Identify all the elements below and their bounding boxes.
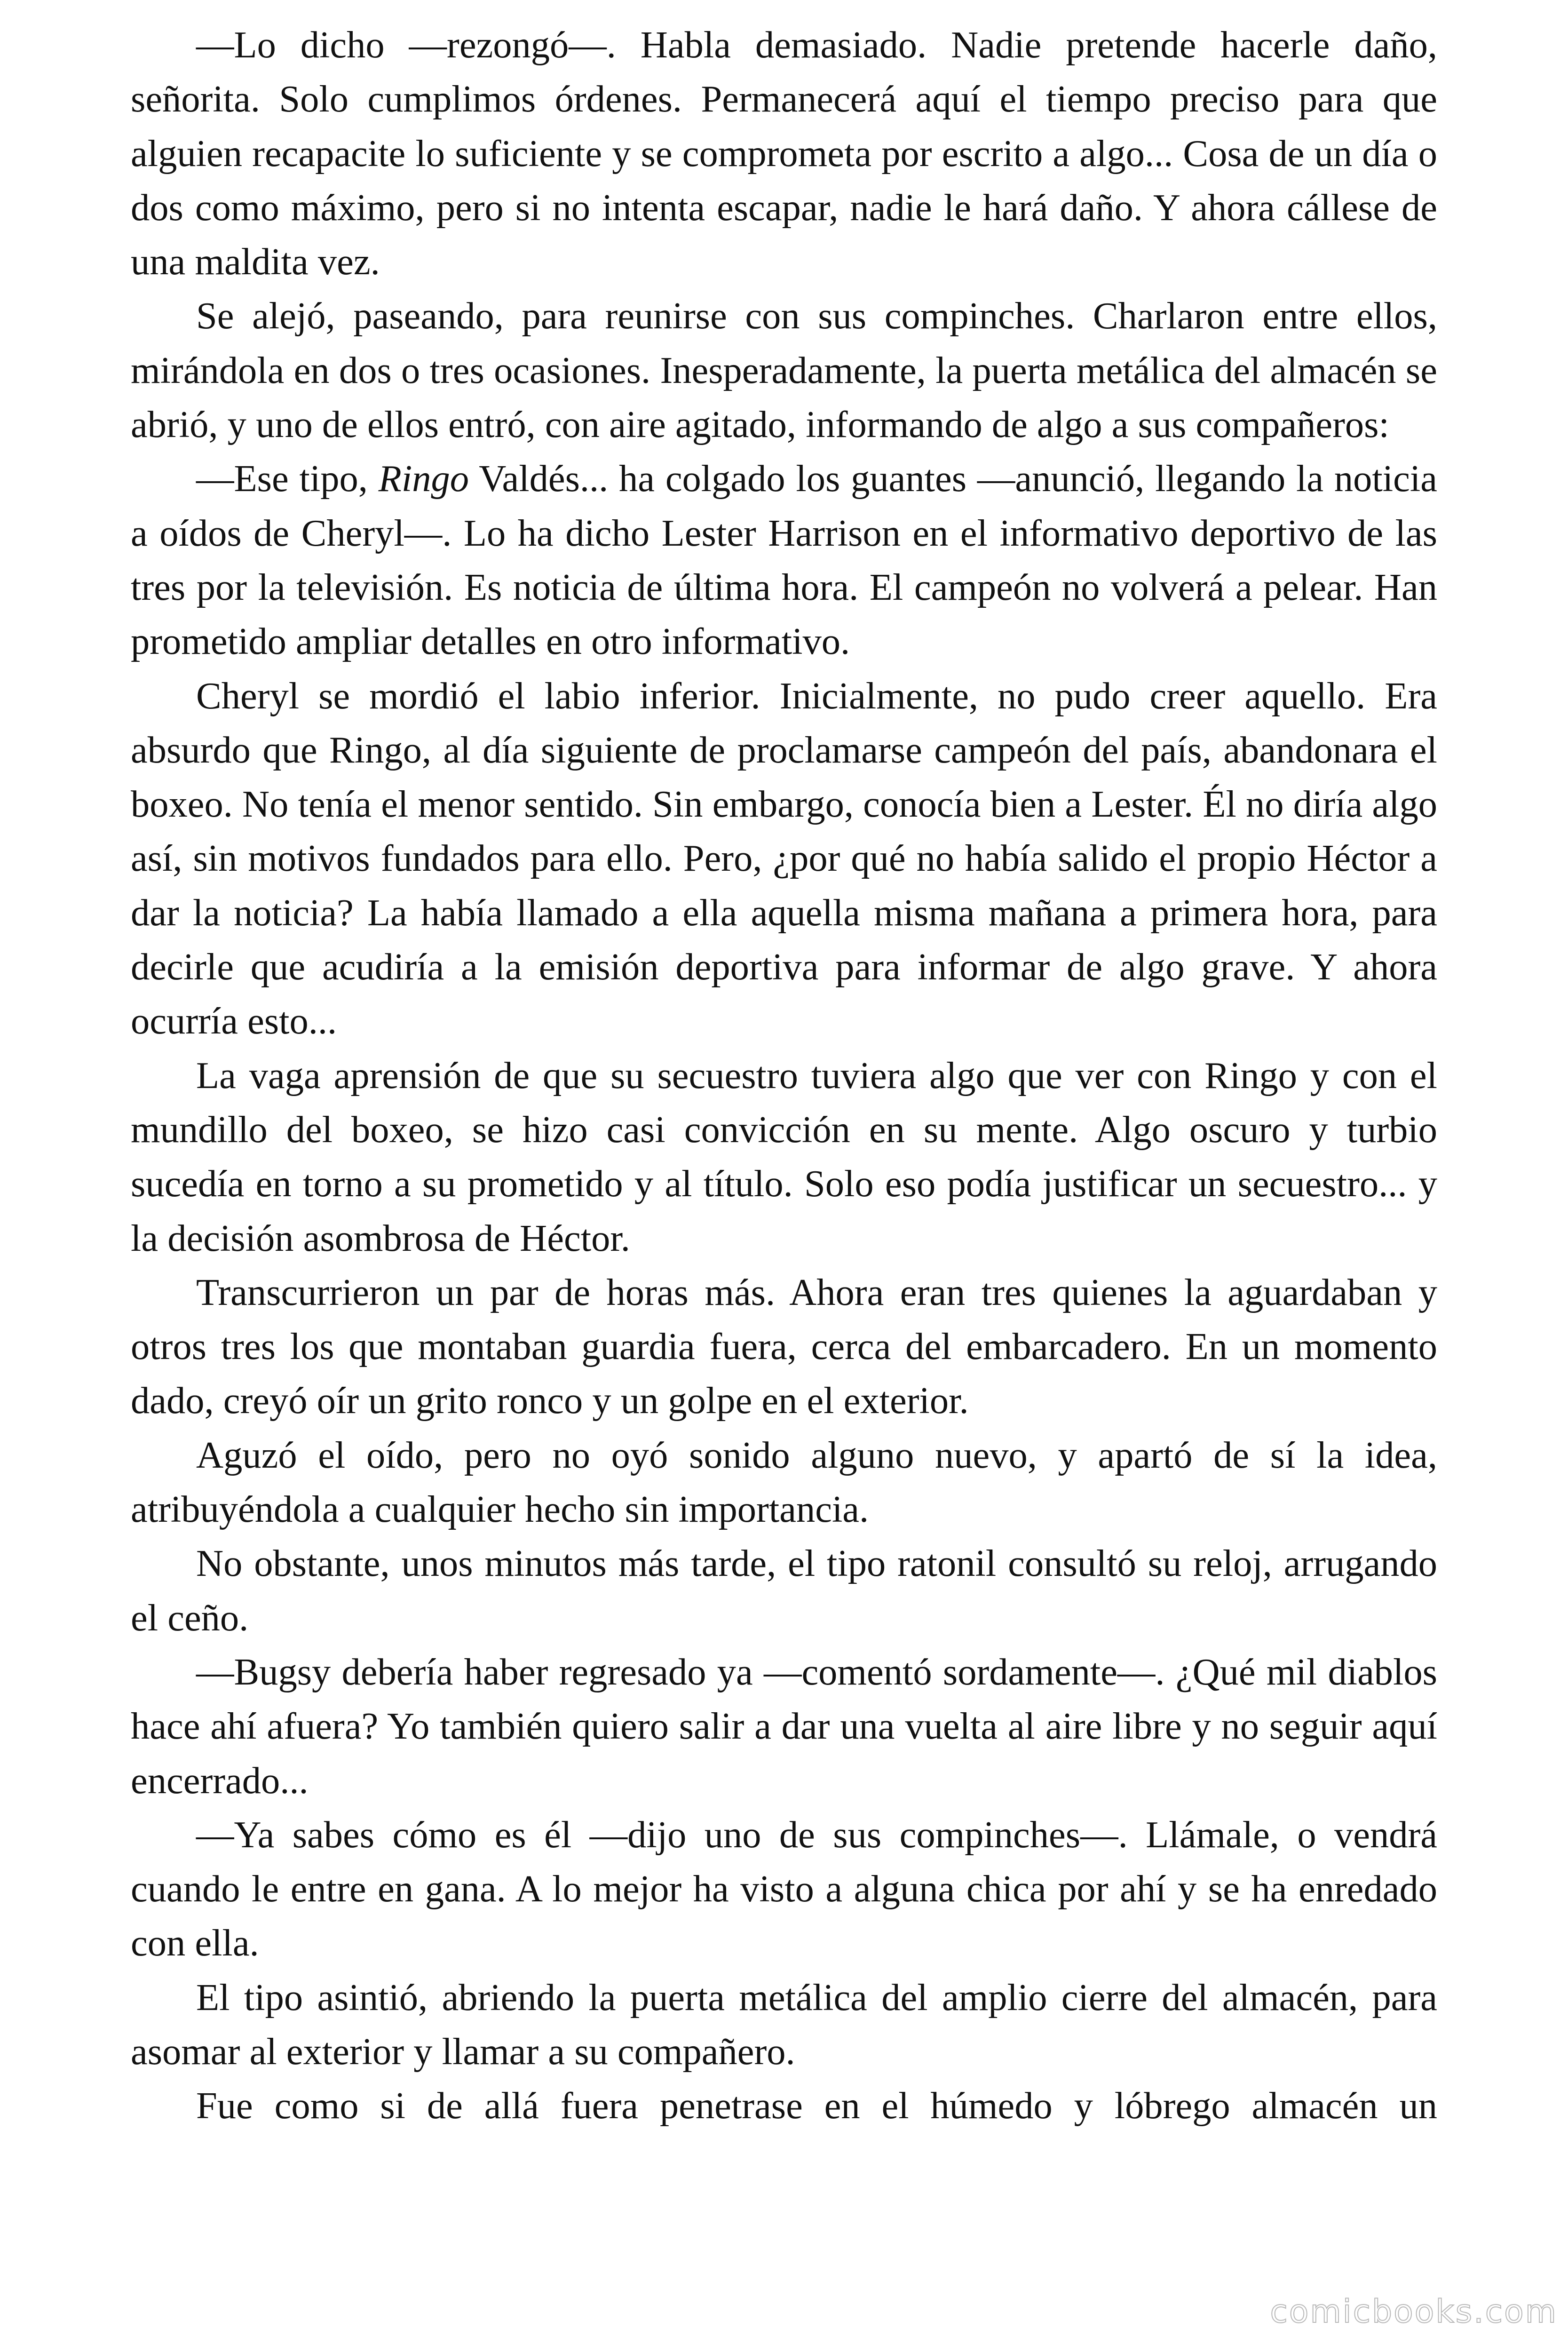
watermark: comicbooks.com [1270, 2293, 1558, 2330]
paragraph: Transcurrieron un par de horas más. Ahora eran tres quienes la aguardaban y otros tres los que montaban guardia fuera, cerca del embarcadero. En un momento dado, creyó oír un grito ronco y un golpe en el exterior. [131, 1271, 1437, 1422]
paragraph: Se alejó, paseando, para reunirse con sus compinches. Charlaron entre ellos, mirándola en dos o tres ocasiones. Inesperadamente, la puerta metálica del almacén se abrió, y uno de ellos entró, con aire agitado, informando de algo a sus compañeros: [131, 295, 1437, 446]
paragraph: El tipo asintió, abriendo la puerta metálica del amplio cierre del almacén, para asomar al exterior y llamar a su compañero. [131, 1976, 1437, 2073]
paragraph: No obstante, unos minutos más tarde, el tipo ratonil consultó su reloj, arrugando el ceño. [131, 1542, 1437, 1639]
document-page [131, 18, 1437, 2276]
paragraph: La vaga aprensión de que su secuestro tuviera algo que ver con Ringo y con el mundillo del boxeo, se hizo casi convicción en su mente. Algo oscuro y turbio sucedía en torno a su prometido y al título. Solo eso podía justificar un secuestro... y la decisión asombrosa de Héctor. [131, 1054, 1437, 1259]
paragraph: —Ya sabes cómo es él —dijo uno de sus compinches—. Llámale, o vendrá cuando le entre en gana. A lo mejor ha visto a alguna chica por ahí y se ha enredado con ella. [131, 1813, 1437, 1964]
paragraph: Cheryl se mordió el labio inferior. Inicialmente, no pudo creer aquello. Era absurdo que Ringo, al día siguiente de proclamarse campeón del país, abandonara el boxeo. No tenía el menor sentido. Sin embargo, conocía bien a Lester. Él no diría algo así, sin motivos fundados para ello. Pero, ¿por qué no había salido el propio Héctor a dar la noticia? La había llamado a ella aquella misma mañana a primera hora, para decirle que acudiría a la emisión deportiva para informar de algo grave. Y ahora ocurría esto... [131, 675, 1437, 1042]
italic-name: Ringo [378, 458, 469, 500]
paragraph: —Bugsy debería haber regresado ya —comentó sordamente—. ¿Qué mil diablos hace ahí afuera? Yo también quiero salir a dar una vuelta al aire libre y no seguir aquí encerrado... [131, 1651, 1437, 1802]
paragraph-text: Valdés... ha colgado los guantes —anunció, llegando la noticia a oídos de Cheryl—. Lo ha dicho Lester Harrison en el informativo deportivo de las tres por la televisión. Es noticia de última hora. El campeón no volverá a pelear. Han prometido ampliar detalles en otro informativo. [131, 458, 1437, 663]
paragraph: Fue como si de allá fuera penetrase en el húmedo y lóbrego almacén un [196, 2085, 1437, 2127]
paragraph [131, 452, 1437, 668]
paragraph: Aguzó el oído, pero no oyó sonido alguno nuevo, y apartó de sí la idea, atribuyéndola a cualquier hecho sin importancia. [131, 1434, 1437, 1531]
paragraph: —Lo dicho —rezongó—. Habla demasiado. Nadie pretende hacerle daño, señorita. Solo cumplimos órdenes. Permanecerá aquí el tiempo preciso para que alguien recapacite lo suficiente y se comprometa por escrito a algo... Cosa de un día o dos como máximo, pero si no intenta escapar, nadie le hará daño. Y ahora cállese de una maldita vez. [131, 24, 1437, 283]
paragraph-text: —Ese tipo, [196, 458, 379, 500]
